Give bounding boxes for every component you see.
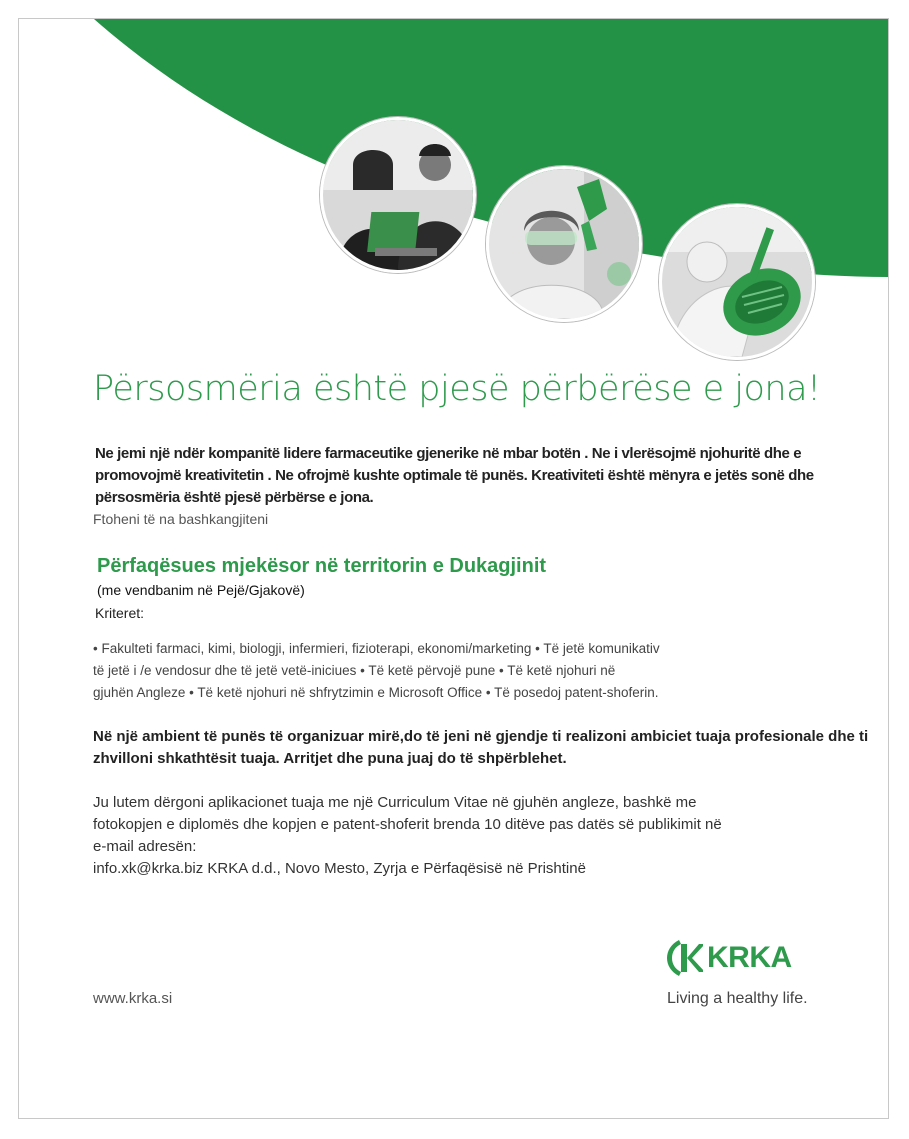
photo-business-people: [320, 117, 476, 273]
headline: Përsosmëria është pjesë përbërëse e jona!: [93, 369, 821, 409]
criteria-line: gjuhën Angleze • Të ketë njohuri në shfrytzimin e Microsoft Office • Të posedoj patent-shoferin.: [93, 685, 659, 700]
criteria-list: [93, 638, 853, 704]
krka-logo-icon: [667, 938, 703, 978]
criteria-line: të jetë i /e vendosur dhe të jetë vetë-iniciues • Të ketë përvojë pune • Të ketë njohuri në: [93, 663, 616, 678]
criteria-label: Kriteret:: [95, 605, 145, 621]
application-instructions: [93, 792, 853, 880]
photo-production-worker: [659, 204, 815, 360]
join-invitation: Ftoheni të na bashkangjiteni: [93, 511, 269, 527]
krka-logo: [667, 936, 807, 980]
apply-line: fotokopjen e diplomës dhe kopjen e patent-shoferit brenda 10 ditëve pas datës së publikimit në: [93, 816, 722, 833]
apply-line: Ju lutem dërgoni aplikacionet tuaja me një Curriculum Vitae në gjuhën angleze, bashkë me: [93, 794, 697, 811]
apply-line: e-mail adresën:: [93, 838, 197, 855]
company-intro: Ne jemi një ndër kompanitë lidere farmaceutike gjenerike në mbar botën . Ne i vlerësojmë njohuritë dhe e promovojmë kreativitetin . Ne ofrojmë kushte optimale të punës. Kreativiteti është mënyra e jetës sonë dhe përsosmëria është pjesë përbërse e jona.: [95, 445, 814, 506]
logo-text: KRKA: [707, 941, 792, 974]
criteria-line: • Fakulteti farmaci, kimi, biologji, infermieri, fizioterapi, ekonomi/marketing • Të jetë komunikativ: [93, 641, 660, 656]
job-title: Përfaqësues mjekësor në territorin e Dukagjinit: [97, 555, 547, 577]
job-location-note: (me vendbanim në Pejë/Gjakovë): [97, 582, 305, 598]
website-link[interactable]: www.krka.si: [93, 990, 173, 1007]
job-advertisement: [18, 18, 889, 1119]
tagline: Living a healthy life.: [667, 990, 808, 1007]
apply-contact-line[interactable]: info.xk@krka.biz KRKA d.d., Novo Mesto, Zyrja e Përfaqësisë në Prishtinë: [93, 860, 586, 877]
photo-lab-scientist: [486, 166, 642, 322]
work-environment-text: Në një ambient të punës të organizuar mirë,do të jeni në gjendje ti realizoni ambiciet tuaja profesionale dhe ti zhvilloni shkathtësit tuaja. Arritjet dhe puna juaj do të shpërblehet.: [93, 728, 869, 767]
